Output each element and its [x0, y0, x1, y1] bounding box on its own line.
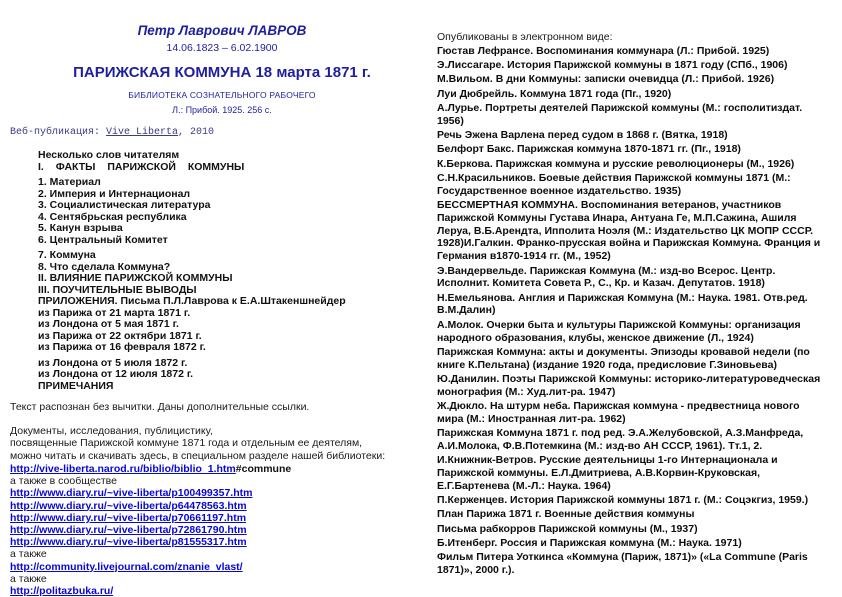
author-dates: 14.06.1823 – 6.02.1900	[166, 42, 278, 54]
toc-item: Несколько слов читателям	[38, 149, 180, 161]
bibliography-item: Белфорт Бакс. Парижская коммуна 1870-1871 гг. (Пг., 1918)	[437, 143, 741, 156]
intro-line: можно читать и скачивать здесь, в специальном разделе нашей библиотеки:	[10, 450, 386, 463]
diary-link[interactable]: http://www.diary.ru/~vive-liberta/p70661197.htm	[10, 511, 247, 524]
community-note-line: а также в сообществе	[10, 475, 117, 488]
vive-liberta-link[interactable]: Vive Liberta	[106, 127, 179, 138]
ocr-note: Текст распознан без вычитки. Даны дополнительные ссылки.	[10, 401, 310, 413]
diary-link[interactable]: http://www.diary.ru/~vive-liberta/p100499357.htm	[10, 487, 253, 500]
toc-item: из Парижа от 22 октябри 1871 г.	[38, 329, 202, 342]
toc-item: из Лондона от 12 июля 1872 г.	[38, 368, 194, 380]
bibliography-item: Фильм Питера Уоткинса «Коммуна (Париж, 1871)» («La Commune (Paris 1871)», 2000 г.).	[437, 551, 808, 577]
toc-item: 5. Канун взрыва	[38, 222, 123, 234]
intro-line: посвященные Парижской коммуне 1871 года и отдельным ее деятелям,	[10, 437, 363, 450]
bibliography-item: П.Керженцев. История Парижской коммуны 1871 г. (М.: Соцэкгиз, 1959.)	[437, 494, 809, 507]
diary-link[interactable]: http://www.diary.ru/~vive-liberta/p81555317.htm	[10, 536, 247, 549]
livejournal-link[interactable]: http://community.livejournal.com/znanie_vlast/	[10, 560, 243, 573]
toc-item: ПРИЛОЖЕНИЯ. Письма П.Л.Лаврова к Е.А.Штакеншнейдер	[38, 295, 346, 307]
document-header	[10, 22, 434, 116]
bibliography-item: Луи Дюбрейль. Коммуна 1871 года (Пг., 1920)	[437, 87, 672, 100]
left-column	[10, 22, 434, 597]
bibliography-column	[437, 31, 825, 578]
library-link-line	[10, 463, 434, 475]
toc-item: ПРИМЕЧАНИЯ	[38, 379, 114, 392]
intro-line: Документы, исследования, публицистику,	[10, 424, 213, 437]
library-link-anchor: #commune	[235, 462, 292, 475]
toc-item: 1. Материал	[38, 176, 101, 188]
toc-item: I. ФАКТЫ ПАРИЖСКОЙ КОММУНЫ	[38, 160, 245, 173]
web-publication-year: , 2010	[178, 127, 215, 138]
toc-item: 4. Сентябрьская республика	[38, 210, 187, 223]
bibliography-item: Э.Вандервельде. Парижская Коммуна (М.: изд-во Всерос. Центр. Исполнит. Комитета Совета Р., С., Кр. и Казач. Депутатов. 1918)	[437, 264, 776, 290]
toc-item: II. ВЛИЯНИЕ ПАРИЖСКОЙ КОММУНЫ	[38, 272, 233, 284]
politazbuka-link[interactable]: http://politazbuka.ru/	[10, 584, 114, 597]
bibliography-item: К.Беркова. Парижская коммуна и русские революционеры (М., 1926)	[437, 157, 795, 170]
web-publication-label: Веб-публикация:	[10, 127, 107, 138]
bibliography-item: Парижская Коммуна 1871 г. под ред. Э.А.Желубовской, А.З.Манфреда, А.И.Молока, Ф.В.Потемкина (М.: изд-во АН СССР, 1961). Тт.1, 2.	[437, 427, 804, 452]
bibliography-item: Ж.Дюкло. На штурм неба. Парижская коммуна - предвестница нового мира (М.: Иностранная лит-ра. 1962)	[437, 400, 800, 425]
bibliography-heading: Опубликованы в электронном виде:	[437, 31, 613, 43]
bibliography-item: А.Лурье. Портреты деятелей Парижской коммуны (М.: госполитиздат. 1956)	[437, 101, 803, 127]
bibliography-item: И.Книжник-Ветров. Русские деятельницы 1-го Интернационала и Парижской коммуны. Е.Л.Дмитриева, А.В.Корвин-Круковская, Е.Г.Бартенева (М.-Л.: Наука. 1964)	[437, 454, 778, 492]
toc-item: из Парижа от 21 марта 1871 г.	[38, 306, 191, 319]
toc-item: из Лондона от 5 мая 1871 г.	[38, 318, 179, 330]
bibliography-item: Э.Лиссагаре. История Парижской коммуны в 1871 году (СПб., 1906)	[437, 59, 788, 72]
author-name: Петр Лаврович ЛАВРОВ	[137, 23, 307, 38]
also-line: а также	[10, 572, 47, 585]
toc-item: 3. Социалистическая литература	[38, 199, 211, 211]
table-of-contents	[10, 150, 434, 392]
toc-item: 7. Коммуна	[38, 249, 96, 261]
series-title: БИБЛИОТЕКА СОЗНАТЕЛЬНОГО РАБОЧЕГО	[128, 90, 316, 100]
toc-item: 8. Что сделала Коммуна?	[38, 260, 171, 273]
toc-item: из Парижа от 16 февраля 1872 г.	[38, 341, 206, 353]
also-line: а также	[10, 548, 47, 561]
bibliography-item: М.Вильом. В дни Коммуны: записки очевидца (Л.: Прибой. 1926)	[437, 73, 775, 86]
intro-paragraph	[10, 425, 434, 463]
web-publication-line	[10, 126, 434, 139]
bibliography-item: Письма рабкорров Парижской коммуны (М., 1937)	[437, 522, 698, 535]
imprint-line: Л.: Прибой. 1925. 256 с.	[172, 105, 272, 115]
bibliography-item: БЕССМЕРТНАЯ КОММУНА. Воспоминания ветеранов, участников Парижской Коммуны Густава Инара, Антуана Ге, М.П.Сажина, Ашиля Леруа, В.Б.Арендта, Ипполита Ноэля (М.: Издательство ЦК МОПР СССР. 1928)И.Галкин. Франко-прусская война и Парижская Коммуна. Франция и Германия в1870-1914 гг. (М., 1952)	[437, 199, 821, 263]
diary-links-block	[10, 487, 434, 548]
bibliography-item: Б.Итенберг. Россия и Парижская коммуна (М.: Наука. 1971)	[437, 536, 742, 549]
diary-link[interactable]: http://www.diary.ru/~vive-liberta/p72861790.htm	[10, 523, 247, 536]
bibliography-item: Н.Емельянова. Англия и Парижская Коммуна (М.: Наука. 1981. Отв.ред. В.М.Далин)	[437, 291, 808, 317]
bibliography-item: План Парижа 1871 г. Военные действия коммуны	[437, 508, 695, 521]
toc-item: III. ПОУЧИТЕЛЬНЫЕ ВЫВОДЫ	[38, 283, 197, 296]
library-link[interactable]: http://vive-liberta.narod.ru/biblio/biblio_1.htm	[10, 462, 236, 475]
toc-item: 2. Империя и Интернационал	[38, 187, 191, 200]
bibliography-item: Парижская Коммуна: акты и документы. Эпизоды кровавой недели (по книге К.Пельтана) (издание 1920 года, предисловие Г.Зиновьева)	[437, 345, 810, 371]
bibliography-item: А.Молок. Очерки быта и культуры Парижской Коммуны: организация народного образования, клубы, женское движение (Л., 1924)	[437, 318, 801, 344]
diary-link[interactable]: http://www.diary.ru/~vive-liberta/p64478563.htm	[10, 499, 247, 512]
toc-item: из Лондона от 5 июля 1872 г.	[38, 356, 188, 369]
politazbuka-link-block	[10, 585, 434, 597]
bibliography-item: Речь Эжена Варлена перед судом в 1868 г. (Вятка, 1918)	[437, 129, 728, 142]
livejournal-link-block	[10, 561, 434, 573]
bibliography-item: Ю.Данилин. Поэты Парижской Коммуны: историко-литературоведческая монография (М.: Худ.лит-ра. 1947)	[437, 372, 821, 398]
bibliography-item: Гюстав Лефрансе. Воспоминания коммунара (Л.: Прибой. 1925)	[437, 44, 770, 57]
book-title: ПАРИЖСКАЯ КОММУНА 18 марта 1871 г.	[73, 64, 371, 81]
bibliography-item: С.Н.Красильников. Боевые действия Парижской коммуны 1871 (М.: Государственное военное издательство. 1935)	[437, 171, 791, 197]
toc-item: 6. Центральный Комитет	[38, 233, 168, 246]
